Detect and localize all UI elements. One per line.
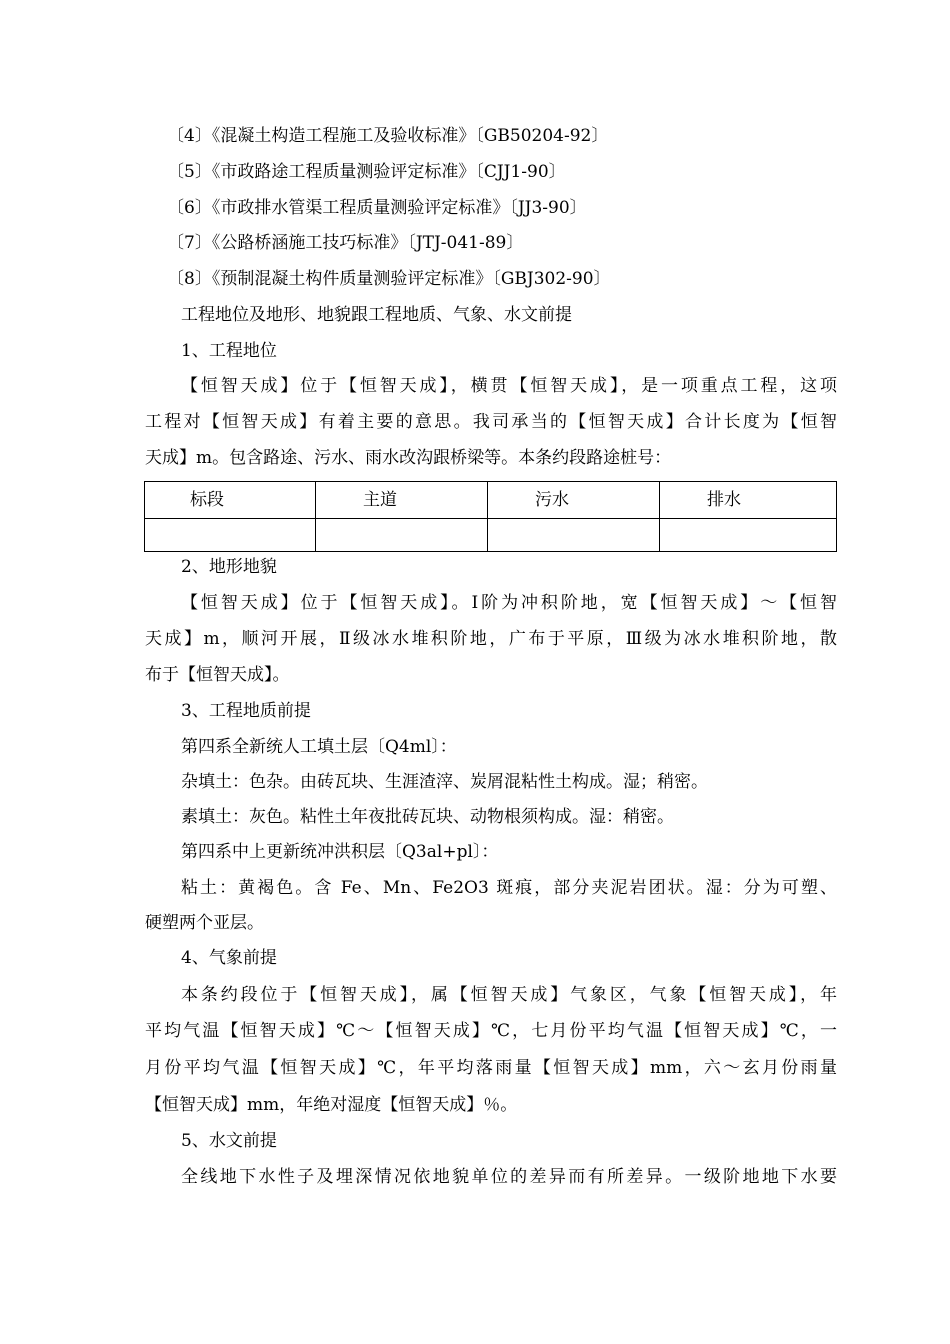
table-header-label: 污水 — [535, 490, 569, 510]
s2-heading: 2、地形地貌 — [181, 557, 277, 577]
table-cell — [488, 519, 660, 552]
s3-paragraph-line: 第四系全新统人工填土层〔Q4ml〕： — [181, 737, 457, 757]
s1-heading: 1、工程地位 — [181, 341, 277, 361]
standard-item: 〔8〕《预制混凝土构件质量测验评定标准》〔GBJ302-90〕 — [167, 269, 611, 289]
s3-paragraph-line: 素填土：灰色。粘性土年夜批砖瓦块、动物根须构成。湿：稍密。 — [181, 807, 674, 827]
table-header-cell — [488, 482, 660, 519]
standard-item: 〔4〕《混凝土构造工程施工及验收标准》〔GB50204-92〕 — [167, 126, 609, 146]
s5-paragraph-line: 全线地下水性子及埋深情况依地貌单位的差异而有所差异。一级阶地地下水要 — [181, 1167, 837, 1187]
s2-paragraph-line: 【恒智天成】位于【恒智天成】。Ⅰ阶为冲积阶地，宽【恒智天成】～【恒智 — [181, 593, 837, 613]
s3-paragraph-line: 硬塑两个亚层。 — [145, 913, 264, 933]
table-header-cell — [145, 482, 316, 519]
table-cell — [145, 519, 316, 552]
s4-paragraph-line: 平均气温【恒智天成】℃～【恒智天成】℃，七月份平均气温【恒智天成】℃，一 — [145, 1021, 837, 1041]
section-title: 工程地位及地形、地貌跟工程地质、气象、水文前提 — [181, 305, 572, 325]
table-header-label: 主道 — [363, 490, 397, 510]
section-table — [144, 481, 837, 552]
s1-paragraph-line: 【恒智天成】位于【恒智天成】，横贯【恒智天成】，是一项重点工程，这项 — [181, 376, 837, 396]
standard-item: 〔5〕《市政路途工程质量测验评定标准》〔CJJ1-90〕 — [167, 162, 566, 182]
s4-paragraph-line: 月份平均气温【恒智天成】℃，年平均落雨量【恒智天成】mm，六～玄月份雨量 — [145, 1058, 837, 1078]
table-header-cell — [660, 482, 837, 519]
s5-heading: 5、水文前提 — [181, 1131, 277, 1151]
s4-paragraph-line: 【恒智天成】mm，年绝对湿度【恒智天成】％。 — [145, 1095, 518, 1115]
s1-paragraph-line: 天成】m。包含路途、污水、雨水改沟跟桥梁等。本条约段路途桩号： — [145, 448, 672, 468]
table-header-label: 标段 — [190, 490, 224, 510]
s3-paragraph-line: 第四系中上更新统冲洪积层〔Q3al+pl〕： — [181, 842, 499, 862]
s3-heading: 3、工程地质前提 — [181, 701, 311, 721]
table-header-label: 排水 — [707, 490, 741, 510]
s1-paragraph-line: 工程对【恒智天成】有着主要的意思。我司承当的【恒智天成】合计长度为【恒智 — [145, 412, 837, 432]
standard-item: 〔6〕《市政排水管渠工程质量测验评定标准》〔JJ3-90〕 — [167, 198, 587, 218]
table-header-row — [145, 482, 837, 519]
table-cell — [316, 519, 488, 552]
s3-paragraph-line: 粘土：黄褐色。含 Fe、Mn、Fe2O3 斑痕，部分夹泥岩团状。湿：分为可塑、 — [181, 878, 837, 898]
s4-heading: 4、气象前提 — [181, 948, 277, 968]
s2-paragraph-line: 布于【恒智天成】。 — [145, 665, 290, 685]
standard-item: 〔7〕《公路桥涵施工技巧标准》〔JTJ-041-89〕 — [167, 233, 524, 253]
s3-paragraph-line: 杂填土：色杂。由砖瓦块、生涯渣滓、炭屑混粘性土构成。湿；稍密。 — [181, 772, 708, 792]
table-cell — [660, 519, 837, 552]
table-header-cell — [316, 482, 488, 519]
s4-paragraph-line: 本条约段位于【恒智天成】，属【恒智天成】气象区，气象【恒智天成】，年 — [181, 985, 837, 1005]
s2-paragraph-line: 天成】m，顺河开展，Ⅱ级冰水堆积阶地，广布于平原，Ⅲ级为冰水堆积阶地，散 — [145, 629, 837, 649]
table-row — [145, 519, 837, 552]
